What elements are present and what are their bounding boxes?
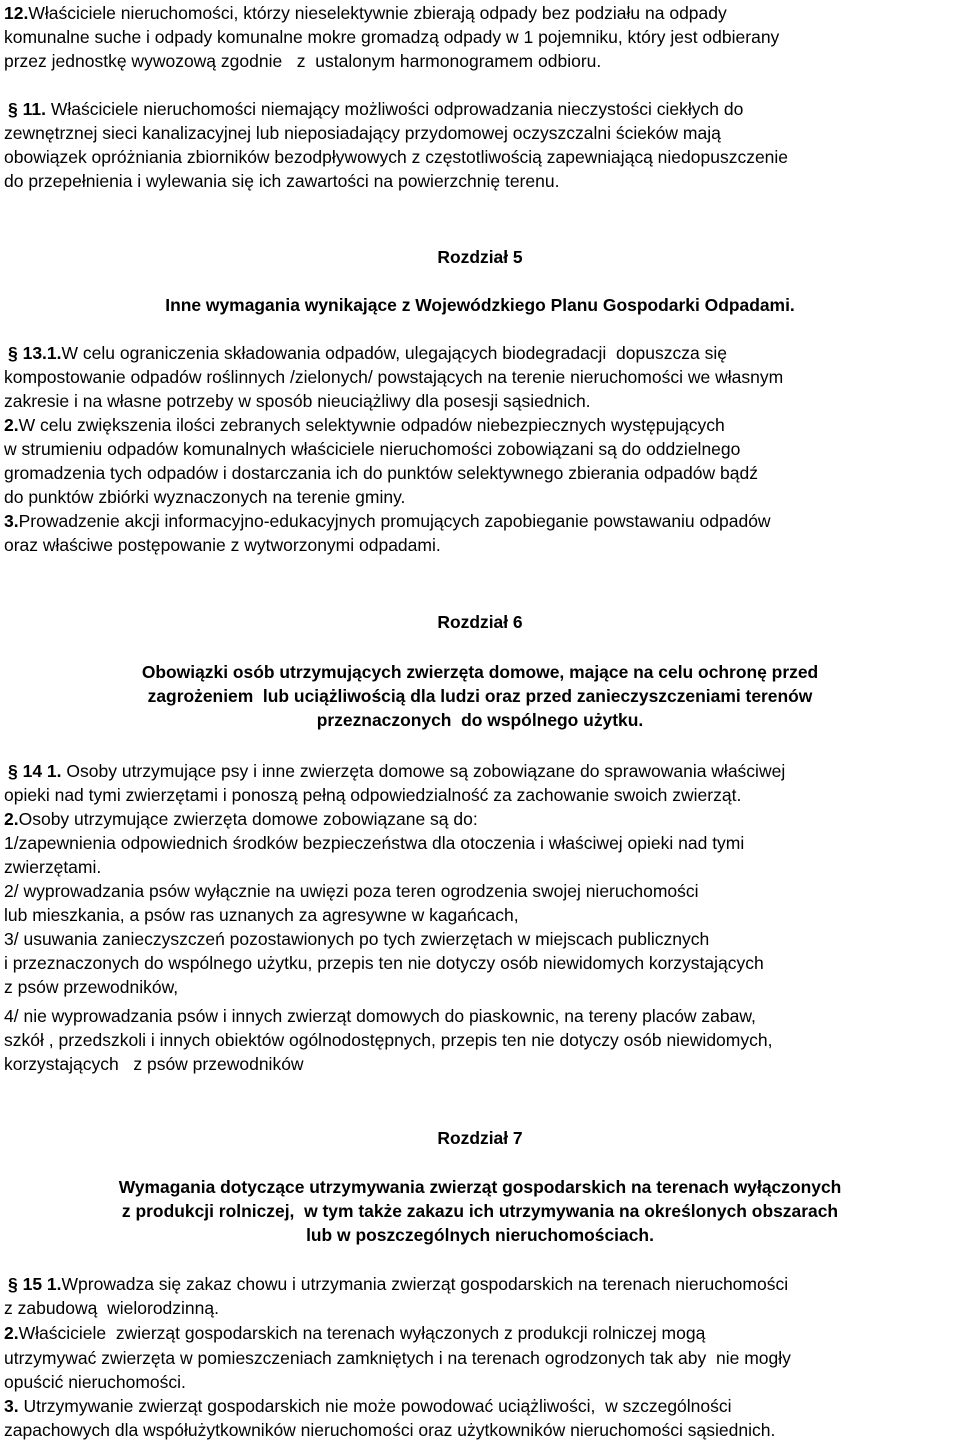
section-14-line-1: § 14 1. Osoby utrzymujące psy i inne zwierzęta domowe są zobowiązane do sprawowania właściwej [8,761,786,781]
section-15-number: § 15 1. [8,1274,62,1294]
chapter-6-title-line-2: zagrożeniem lub uciążliwością dla ludzi oraz przed zanieczyszczeniami terenów [147,686,813,706]
section-15-line-1: § 15 1.Wprowadza się zakaz chowu i utrzymania zwierząt gospodarskich na terenach nieruchomości [8,1274,789,1294]
chapter-7-title-line-2: z produkcji rolniczej, w tym także zakazu ich utrzymywania na określonych obszarach [121,1201,839,1221]
section-14-line-2: opieki nad tymi zwierzętami i ponoszą pełną odpowiedzialność za zachowanie swoich zwierząt. [4,785,742,805]
section-14-number: § 14 1. [8,761,62,781]
section-11-line-3: obowiązek opróżniania zbiorników bezodpływowych z częstotliwością zapewniającą niedopuszczenie [4,147,789,167]
section-15-point-2-line-2: utrzymywać zwierzęta w pomieszczeniach zamkniętych i na terenach ogrodzonych tak aby nie mogły [4,1348,791,1368]
list-item-line: 1/zapewnienia odpowiednich środków bezpieczeństwa dla otoczenia i właściwej opieki nad tymi [4,833,745,853]
section-13-line-2: kompostowanie odpadów roślinnych /zielonych/ powstających na terenie nieruchomości we własnym [4,367,784,387]
section-13-point-3-line-2: oraz właściwe postępowanie z wytworzonymi odpadami. [4,535,441,555]
section-15-point-3-line-2: zapachowych dla współużytkowników nieruchomości oraz użytkowników nieruchomości sąsiednich. [4,1420,776,1440]
section-11-number: § 11. [8,99,46,119]
list-item-line: 3/ usuwania zanieczyszczeń pozostawionych po tych zwierzętach w miejscach publicznych [4,929,710,949]
paragraph-12-line-2: komunalne suche i odpady komunalne mokre gromadzą odpady w 1 pojemniku, który jest odbierany [4,27,780,47]
chapter-5-heading: Rozdział 5 [437,247,523,267]
list-item-line: korzystających z psów przewodników [4,1054,304,1074]
chapter-6-title-line-1: Obowiązki osób utrzymujących zwierzęta domowe, mające na celu ochronę przed [141,662,819,682]
paragraph-12-line-3: przez jednostkę wywozową zgodnie z ustalonym harmonogramem odbioru. [4,51,602,71]
list-item-line: z psów przewodników, [4,977,179,997]
point-number: 2. [4,809,19,829]
section-13-line-1: § 13.1.W celu ograniczenia składowania odpadów, ulegających biodegradacji dopuszcza się [8,343,727,363]
chapter-7-title-line-1: Wymagania dotyczące utrzymywania zwierząt gospodarskich na terenach wyłączonych [118,1177,842,1197]
section-13-point-3-line-1: 3.Prowadzenie akcji informacyjno-edukacyjnych promujących zapobieganie powstawaniu odpadów [4,511,771,531]
section-13-point-2-line-2: w strumieniu odpadów komunalnych właściciele nieruchomości zobowiązani są do oddzielnego [4,439,741,459]
list-item-line: 2/ wyprowadzania psów wyłącznie na uwięzi poza teren ogrodzenia swojej nieruchomości [4,881,699,901]
paragraph-12-number: 12. [4,3,29,23]
section-11-line-2: zewnętrznej sieci kanalizacyjnej lub nieposiadający przydomowej oczyszczalni ścieków mają [4,123,721,143]
section-15-point-2-line-1: 2.Właściciele zwierząt gospodarskich na terenach wyłączonych z produkcji rolniczej mogą [4,1323,706,1343]
list-item-line: i przeznaczonych do wspólnego użytku, przepis ten nie dotyczy osób niewidomych korzystających [4,953,764,973]
section-11-line-1: § 11. Właściciele nieruchomości niemający możliwości odprowadzania nieczystości ciekłych do [8,99,744,119]
section-14-point-2-intro: 2.Osoby utrzymujące zwierzęta domowe zobowiązane są do: [4,809,478,829]
chapter-7-title-line-3: lub w poszczególnych nieruchomościach. [306,1225,654,1245]
point-number: 2. [4,415,19,435]
chapter-6-title-line-3: przeznaczonych do wspólnego użytku. [316,710,644,730]
section-15-line-2: z zabudową wielorodzinną. [4,1298,219,1318]
point-number: 3. [4,1396,19,1416]
section-13-line-3: zakresie i na własne potrzeby w sposób nieuciążliwy dla posesji sąsiednich. [4,391,591,411]
section-13-point-2-line-1: 2.W celu zwiększenia ilości zebranych selektywnie odpadów niebezpiecznych występujących [4,415,725,435]
section-15-point-3-line-1: 3. Utrzymywanie zwierząt gospodarskich nie może powodować uciążliwości, w szczególności [4,1396,732,1416]
paragraph-12-line-1: 12.Właściciele nieruchomości, którzy nieselektywnie zbierają odpady bez podziału na odpady [4,3,727,23]
list-item-line: lub mieszkania, a psów ras uznanych za agresywne w kagańcach, [4,905,519,925]
list-item-line: 4/ nie wyprowadzania psów i innych zwierząt domowych do piaskownic, na tereny placów zabaw, [4,1006,756,1026]
list-item-line: szkół , przedszkoli i innych obiektów ogólnodostępnych, przepis ten nie dotyczy osób niewidomych, [4,1030,773,1050]
point-number: 3. [4,511,19,531]
chapter-5-title: Inne wymagania wynikające z Wojewódzkiego Planu Gospodarki Odpadami. [165,295,795,315]
section-11-line-4: do przepełnienia i wylewania się ich zawartości na powierzchnię terenu. [4,171,560,191]
section-15-point-2-line-3: opuścić nieruchomości. [4,1372,186,1392]
section-13-point-2-line-4: do punktów zbiórki wyznaczonych na terenie gminy. [4,487,406,507]
list-item-line: zwierzętami. [4,857,102,877]
chapter-7-heading: Rozdział 7 [437,1128,523,1148]
chapter-6-heading: Rozdział 6 [437,612,523,632]
section-13-number: § 13.1. [8,343,62,363]
point-number: 2. [4,1323,19,1343]
section-13-point-2-line-3: gromadzenia tych odpadów i dostarczania ich do punktów selektywnego zbierania odpadów bądź [4,463,758,483]
